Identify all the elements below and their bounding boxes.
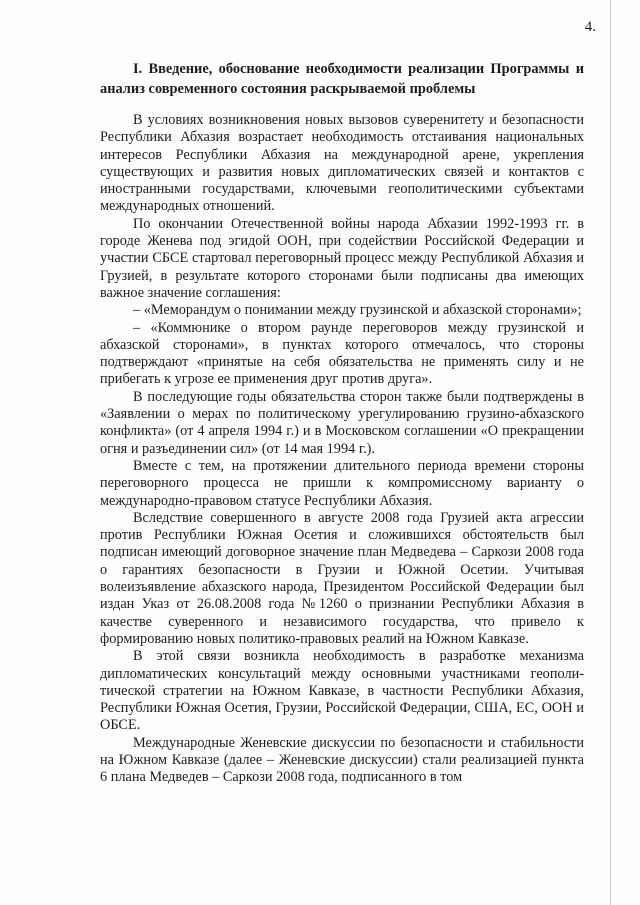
paragraph: В последующие годы обязательства сторон также были подтверждены в «Заявлении о мерах по политическому урегулированию грузино-абхазского конфликта» (от 4 апреля 1994 г.) и в Московском соглашении «О прекращении огня и разъединении сил» (от 14 мая 1994 г.). (100, 388, 584, 457)
page-number: 4. (584, 19, 596, 35)
paragraph: Международные Женевские дискуссии по безопасности и стабильности на Южном Кавказе (далее – Женевские дискуссии) стали реализацией пункта 6 плана Медведев – Саркози 2008 года, подписанного в том (100, 734, 584, 786)
scan-edge-line (610, 0, 611, 905)
paragraph: В этой связи возникла необходимость в разработке механизма дипломатических консультаций между основными участниками геополитической стратегии на Южном Кавказе, в частности Республики Абхазия, Республики Южная Осетия, Грузии, Российской Федерации, США, ЕС, ООН и ОБСЕ. (100, 648, 584, 734)
paragraph: Вследствие совершенного в августе 2008 года Грузией акта агрессии против Республики Южная Осетия и сложившихся обстоятельств был подписан имеющий договорное значение план Медведева – Саркози 2008 года о гарантиях безопасности в Грузии и Южной Осетии. Учитывая волеизъявление абхазского народа, Президентом Российской Федерации был издан Указ от 26.08.2008 года №1260 о признании Республики Абхазия в качестве суверенного и независимого государства, что привело к формированию новых политико-правовых реалий на Южном Кавказе. (100, 509, 584, 647)
section-heading: I. Введение, обоснование необходимости реализации Программы и анализ современного состояния раскрываемой проблемы (100, 61, 584, 97)
paragraph: – «Меморандум о понимании между грузинской и абхазской сторонами»; (133, 302, 582, 319)
paragraph: По окончании Отечественной войны народа Абхазии 1992-1993 гг. в городе Женева под эгидой ООН, при содействии Российской Федерации и участии СБСЕ стартовал переговорный процесс между Республикой Абхазия и Грузией, в результате которого сторонами были подписаны два имеющих важное значение соглашения: (100, 215, 584, 301)
paragraph: В условиях возникновения новых вызовов суверенитету и безопасности Республики Абхазия возрастает необходимость отстаивания национальных интересов Республики Абхазия на международной арене, укрепления существующих и развития новых дипломатических связей и контактов с иностранными государствами, ключевыми геополитическими субъектами международных отношений. (100, 112, 584, 215)
paragraph: – «Коммюнике о втором раунде переговоров между грузинской и абхазской сторонами», в пунктах которого отмечалось, что стороны подтверждают «принятые на себя обязательства не применять силу и не прибегать к угрозе ее применения друг против друга». (100, 319, 584, 388)
paragraph: Вместе с тем, на протяжении длительного периода времени стороны переговорного процесса не пришли к компромиссному варианту о международно-правовом статусе Республики Абхазия. (100, 457, 584, 509)
document-body (100, 112, 584, 787)
page-content (100, 59, 584, 787)
